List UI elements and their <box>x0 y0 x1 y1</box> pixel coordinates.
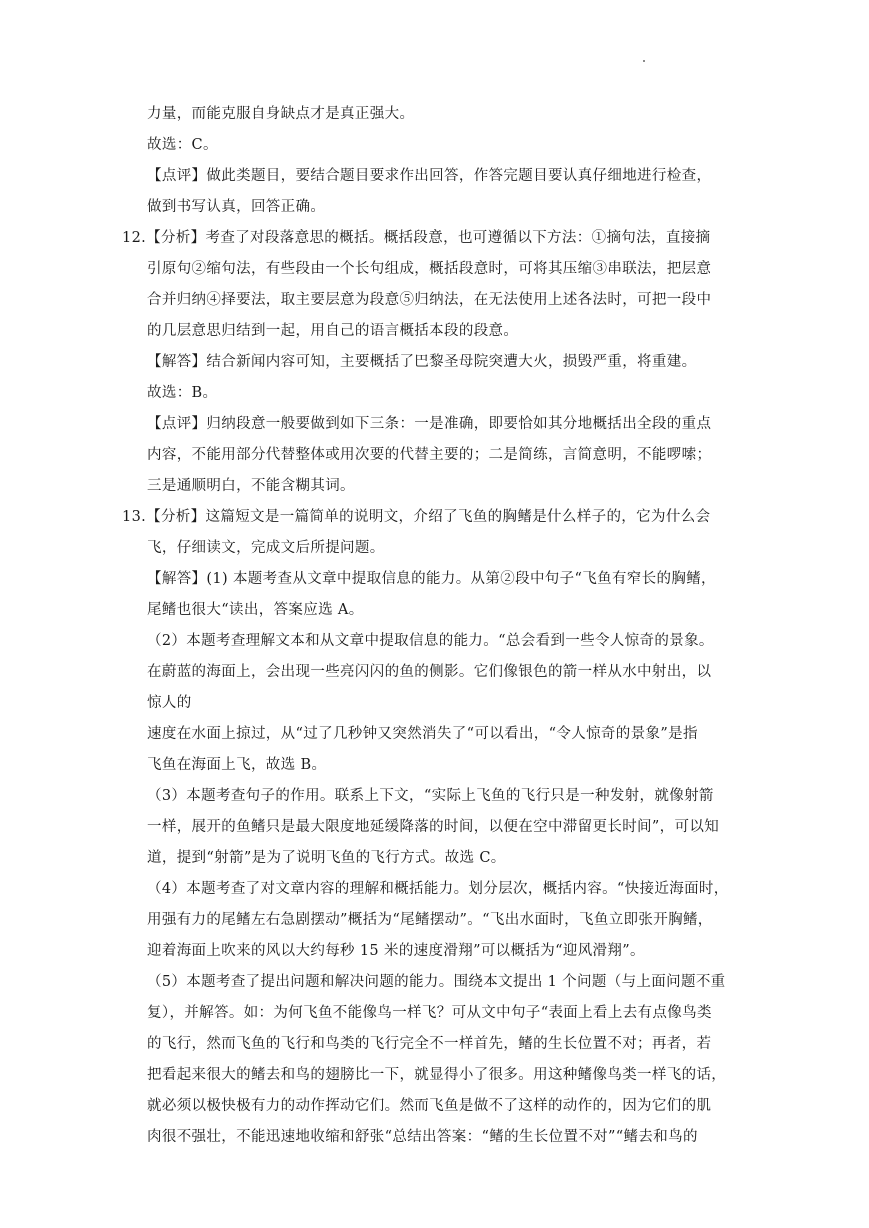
text-line: 故选：B。 <box>147 385 218 401</box>
text-line: 引原句②缩句法，有些段由一个长句组成，概括段意时，可将其压缩③串联法，把层意 <box>147 261 712 277</box>
text-line: （5）本题考查了提出问题和解决问题的能力。围绕本文提出 1 个问题（与上面问题不重 <box>147 974 726 990</box>
text-line: 的几层意思归结到一起，用自己的语言概括本段的段意。 <box>147 323 519 339</box>
text-line: 肉很不强壮，不能迅速地收缩和舒张“总结出答案：“鳍的生长位置不对”“鳍去和鸟的 <box>147 1129 698 1145</box>
text-line: 飞鱼在海面上飞，故选 B。 <box>147 757 327 773</box>
text-line: 【点评】做此类题目，要结合题目要求作出回答，作答完题目要认真仔细地进行检查， <box>147 168 712 184</box>
text-line: 【解答】(1) 本题考查从文章中提取信息的能力。从第②段中句子“飞鱼有窄长的胸鳍， <box>147 571 716 587</box>
text-line: 速度在水面上掠过，从“过了几秒钟又突然消失了“可以看出，“令人惊奇的景象”是指 <box>147 726 698 742</box>
text-line: 做到书写认真，回答正确。 <box>147 199 326 215</box>
text-line: （3）本题考查句子的作用。联系上下文，“实际上飞鱼的飞行只是一种发射，就像射箭 <box>147 788 714 804</box>
text-line: 惊人的 <box>147 695 192 711</box>
text-line: 道，提到“射箭”是为了说明飞鱼的飞行方式。故选 C。 <box>147 850 506 866</box>
text-line: （4）本题考查了对文章内容的理解和概括能力。划分层次，概括内容。“快接近海面时， <box>147 881 729 897</box>
text-line: 【解答】结合新闻内容可知，主要概括了巴黎圣母院突遭大火，损毁严重，将重建。 <box>147 354 697 370</box>
text-line: 力量，而能克服自身缺点才是真正强大。 <box>147 106 415 122</box>
text-line: 复），并解答。如：为何飞鱼不能像鸟一样飞？可从文中句子“表面上看上去有点像鸟类 <box>147 1005 712 1021</box>
text-line: 合并归纳④择要法，取主要层意为段意⑤归纳法，在无法使用上述各法时，可把一段中 <box>147 292 712 308</box>
text-line: 把看起来很大的鳍去和鸟的翅膀比一下，就显得小了很多。用这种鳍像鸟类一样飞的话， <box>147 1067 727 1083</box>
text-line: 用强有力的尾鳍左右急剧摆动”概括为“尾鳍摆动”。“飞出水面时，飞鱼立即张开胸鳍， <box>147 912 713 928</box>
text-line: （2）本题考查理解文本和从文章中提取信息的能力。“总会看到一些令人惊奇的景象。 <box>147 633 714 649</box>
text-line: 三是通顺明白，不能含糊其词。 <box>147 478 355 494</box>
text-line: 13.【分析】这篇短文是一篇简单的说明文，介绍了飞鱼的胸鳍是什么样子的，它为什么会 <box>122 509 711 525</box>
text-line: 飞，仔细读文，完成文后所提问题。 <box>147 540 385 556</box>
text-line: 尾鳍也很大“读出，答案应选 A。 <box>147 602 364 618</box>
text-line: 故选：C。 <box>147 137 218 153</box>
header-mark <box>643 60 645 62</box>
text-line: 内容，不能用部分代替整体或用次要的代替主要的；二是简练，言简意明，不能啰嗦； <box>147 447 712 463</box>
text-line: 一样，展开的鱼鳍只是最大限度地延缓降落的时间，以便在空中滞留更长时间”，可以知 <box>147 819 720 835</box>
text-line: 12.【分析】考查了对段落意思的概括。概括段意，也可遵循以下方法：①摘句法，直接摘 <box>122 230 711 246</box>
text-line: 【点评】归纳段意一般要做到如下三条：一是准确，即要恰如其分地概括出全段的重点 <box>147 416 712 432</box>
text-line: 在蔚蓝的海面上，会出现一些亮闪闪的鱼的侧影。它们像银色的箭一样从水中射出，以 <box>147 664 712 680</box>
text-line: 的飞行，然而飞鱼的飞行和鸟类的飞行完全不一样首先，鳍的生长位置不对；再者，若 <box>147 1036 712 1052</box>
text-line: 迎着海面上吹来的风以大约每秒 15 米的速度滑翔”可以概括为“迎风滑翔”。 <box>147 943 645 959</box>
text-line: 就必须以极快极有力的动作挥动它们。然而飞鱼是做不了这样的动作的，因为它们的肌 <box>147 1098 712 1114</box>
